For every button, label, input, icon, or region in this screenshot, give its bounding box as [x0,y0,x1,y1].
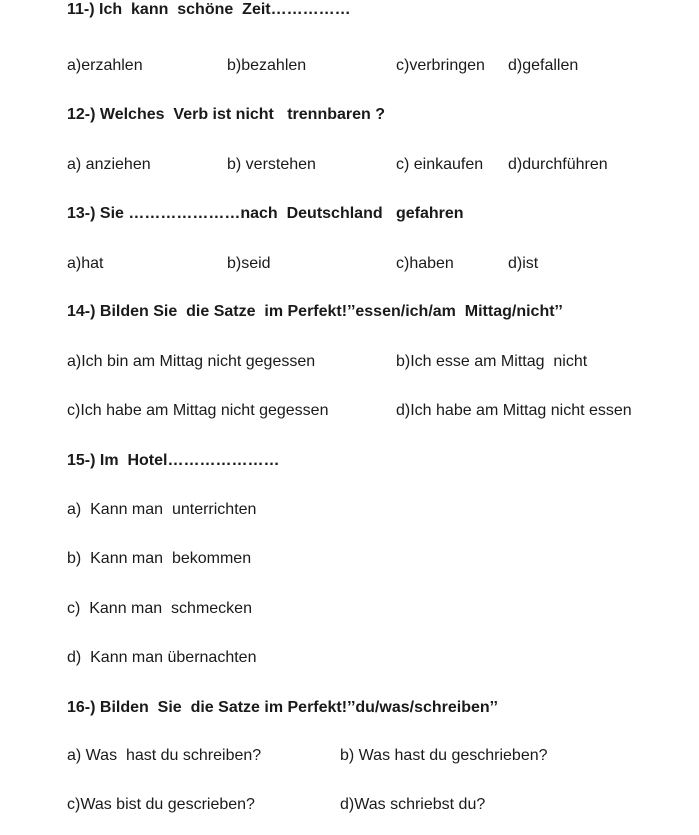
q15-option-a[interactable]: a) Kann man unterrichten [67,501,257,518]
q14-option-b[interactable]: b)Ich esse am Mittag nicht [396,353,588,370]
q16-option-a[interactable]: a) Was hast du schreiben? [67,747,262,764]
question-16: 16-) Bilden Sie die Satze im Perfekt!’’du/was/schreiben’’ [67,699,498,716]
q14-option-c[interactable]: c)Ich habe am Mittag nicht gegessen [67,402,329,419]
q15-option-d[interactable]: d) Kann man übernachten [67,649,257,666]
q11-option-b[interactable]: b)bezahlen [227,57,307,74]
q12-option-c[interactable]: c) einkaufen [396,156,484,173]
question-14: 14-) Bilden Sie die Satze im Perfekt!’’essen/ich/am Mittag/nicht’’ [67,303,563,320]
q13-option-c[interactable]: c)haben [396,255,454,272]
question-12: 12-) Welches Verb ist nicht trennbaren ? [67,106,386,123]
q11-option-c[interactable]: c)verbringen [396,57,485,74]
q11-option-a[interactable]: a)erzahlen [67,57,143,74]
q12-option-d[interactable]: d)durchführen [508,156,608,173]
q13-option-b[interactable]: b)seid [227,255,271,272]
q13-option-a[interactable]: a)hat [67,255,104,272]
q16-option-d[interactable]: d)Was schriebst du? [340,796,486,813]
question-15: 15-) Im Hotel………………… [67,452,280,469]
q14-option-a[interactable]: a)Ich bin am Mittag nicht gegessen [67,353,316,370]
q14-option-d[interactable]: d)Ich habe am Mittag nicht essen [396,402,632,419]
q15-option-c[interactable]: c) Kann man schmecken [67,600,252,617]
question-13: 13-) Sie …………………nach Deutschland gefahren [67,205,464,222]
q13-option-d[interactable]: d)ist [508,255,539,272]
q16-option-b[interactable]: b) Was hast du geschrieben? [340,747,548,764]
q12-option-a[interactable]: a) anziehen [67,156,151,173]
q12-option-b[interactable]: b) verstehen [227,156,316,173]
question-11: 11-) Ich kann schöne Zeit…………… [67,1,351,18]
q11-option-d[interactable]: d)gefallen [508,57,579,74]
q15-option-b[interactable]: b) Kann man bekommen [67,550,252,567]
q16-option-c[interactable]: c)Was bist du gescrieben? [67,796,255,813]
